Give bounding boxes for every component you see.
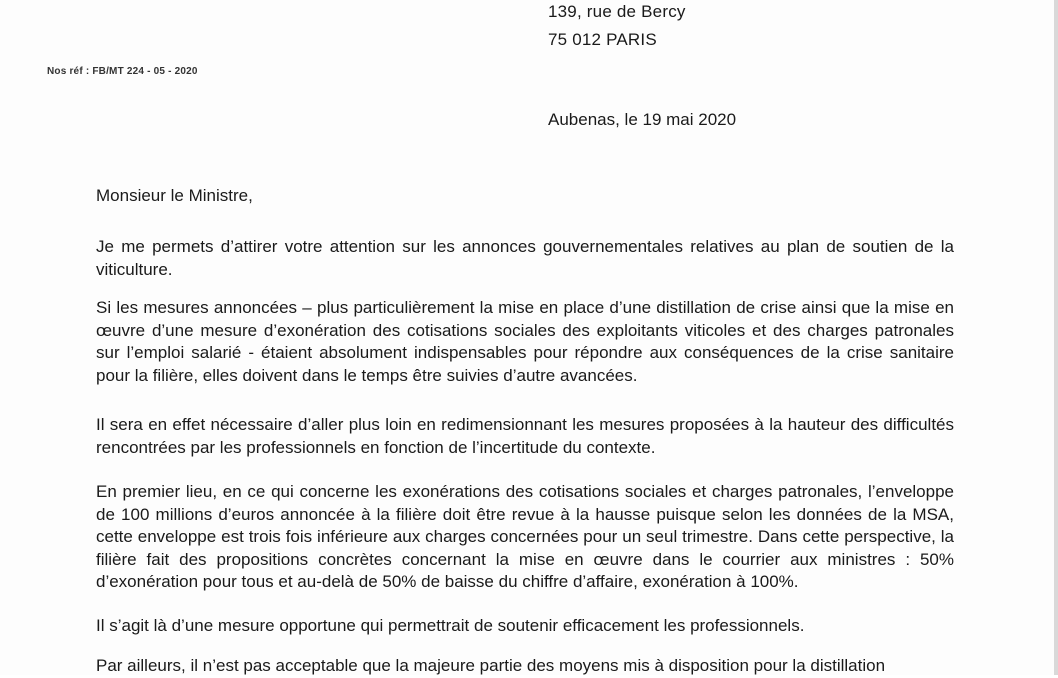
paragraph-exonerations: En premier lieu, en ce qui concerne les exonérations des cotisations sociales et charges patronales, l’enveloppe de 100 millions d’euros annoncée à la filière doit être revue à la hausse puisque selon les données de la MSA, cette enveloppe est trois fois inférieure aux charges concernées pour un seul trimestre. Dans cette perspective, la filière fait des propositions concrètes concernant la mise en œuvre dans le courrier aux ministres : 50% d’exonération pour tous et au-delà de 50% de baisse du chiffre d’affaire, exonération à 100%.: [96, 482, 954, 591]
address-city: 75 012 PARIS: [548, 30, 657, 49]
paragraph-opportune-measure: Il s’agit là d’une mesure opportune qui permettrait de soutenir efficacement les professionnels.: [96, 616, 805, 635]
paragraph-intro: Je me permets d’attirer votre attention sur les annonces gouvernementales relatives au plan de soutien de la viticulture.: [96, 237, 954, 279]
letter-date: Aubenas, le 19 mai 2020: [548, 110, 737, 129]
salutation: Monsieur le Ministre,: [96, 186, 253, 205]
address-street: 139, rue de Bercy: [548, 2, 686, 21]
paragraph-measures: Si les mesures annoncées – plus particulièrement la mise en place d’une distillation de crise ainsi que la mise en œuvre d’une mesure d’exonération des cotisations sociales des exploitants viticoles et des charges patronales sur l’emploi salarié - étaient absolument indispensables pour répondre aux conséquences de la crise sanitaire pour la filière, elles doivent dans le temps être suivies d’autre avancées.: [96, 298, 954, 385]
reference-number: Nos réf : FB/MT 224 - 05 - 2020: [47, 66, 198, 77]
paragraph-further: Il sera en effet nécessaire d’aller plus loin en redimensionnant les mesures proposées à la hauteur des difficultés rencontrées par les professionnels en fonction de l’incertitude du contexte.: [96, 415, 954, 457]
paragraph-distillation: Par ailleurs, il n’est pas acceptable que la majeure partie des moyens mis à disposition pour la distillation: [96, 656, 886, 675]
page-edge-divider: [1054, 0, 1058, 675]
